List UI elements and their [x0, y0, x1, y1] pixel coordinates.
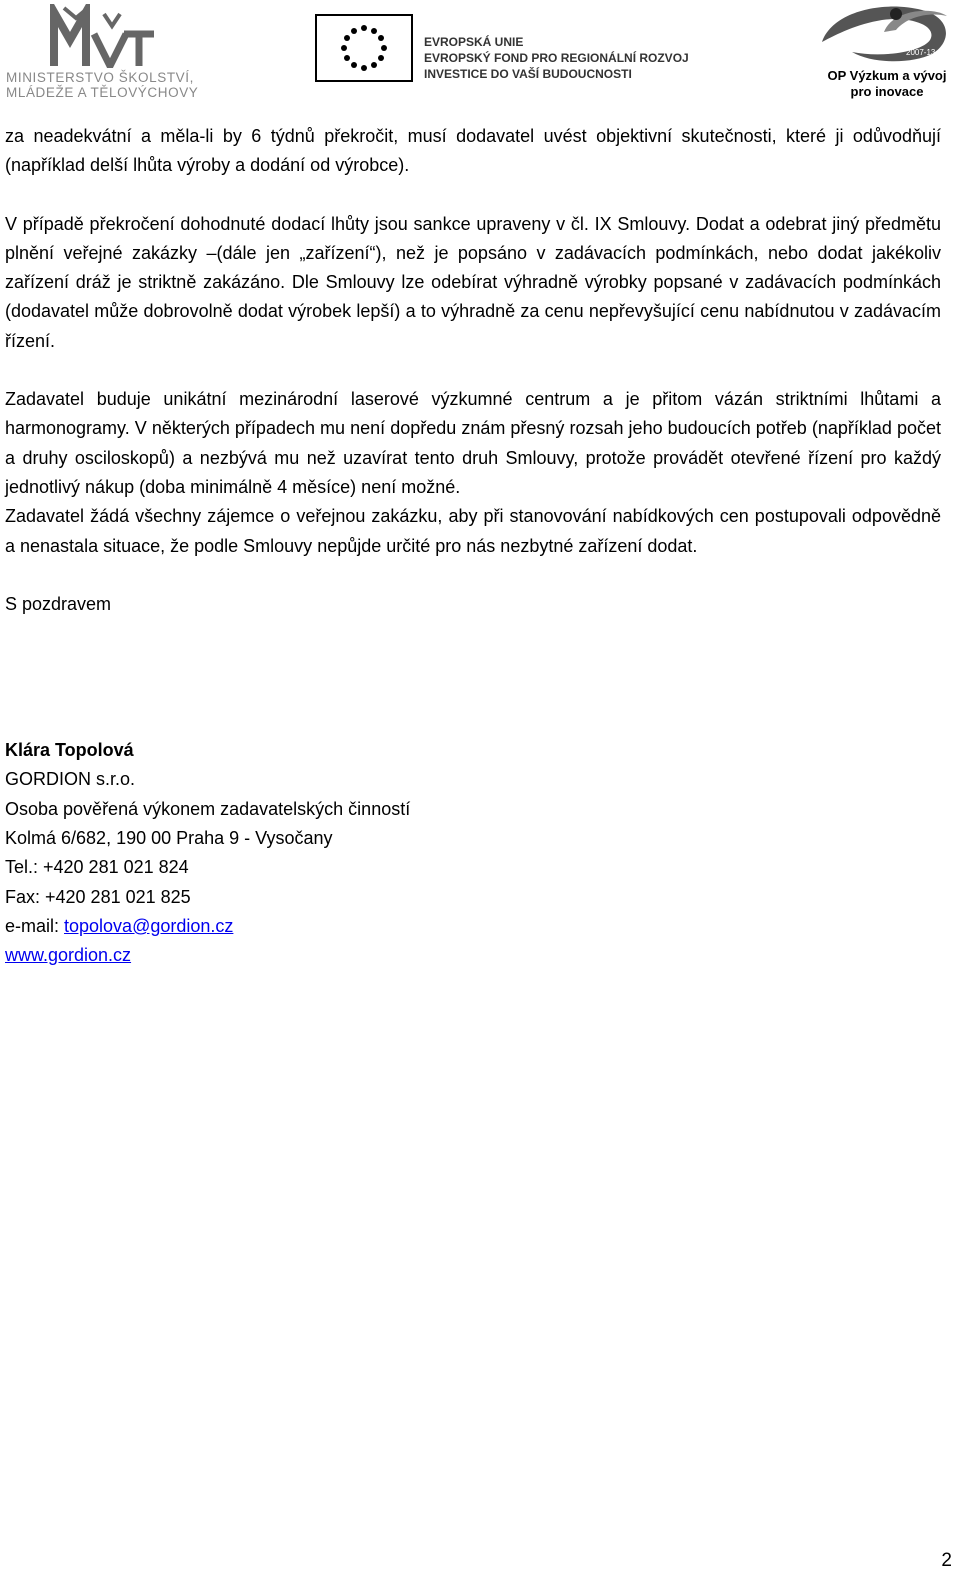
paragraph-3: Zadavatel buduje unikátní mezinárodní laserové výzkumné centrum a je přitom vázán striktními lhůtami a harmonogramy. V některých případech mu není dopředu znám přesný rozsah jeho budoucích potřeb (například počet a druhy osciloskopů) a nezbývá mu než uzavírat tento druh Smlouvy, protože provádět otevřené řízení pro každý jednotlivý nákup (doba minimálně 4 měsíce) není možné. — [5, 389, 941, 497]
signer-name: Klára Topolová — [5, 740, 134, 761]
signer-company: GORDION s.r.o. — [5, 769, 136, 790]
op-years: 2007-13 — [906, 48, 936, 57]
signer-fax: Fax: +420 281 021 825 — [5, 886, 191, 907]
page-number: 2 — [941, 1550, 952, 1571]
paragraph-2: V případě překročení dohodnuté dodací lhůty jsou sankce upraveny v čl. IX Smlouvy. Dodat a odebrat jiný předmětu plnění veřejné zakázky –(dále jen „zařízení“), než je popsáno v zadávacích podmínkách, nebo dodat jakékoliv zařízení dráž je striktně zakázáno. Dle Smlouvy lze odebírat výhradně výrobky popsané v zadávacích podmínkách (dodavatel může dobrovolně dodat výrobek lepší) a to výhradně za cenu nepřevyšující cenu nabídnutou v zadávacím řízení. — [5, 213, 941, 351]
op-swoosh-icon — [812, 2, 960, 68]
msmt-logo-line2: MLÁDEŽE A TĚLOVÝCHOVY — [6, 85, 199, 100]
eu-logo — [315, 14, 720, 94]
msmt-logo — [4, 4, 209, 100]
signature-block — [5, 736, 941, 970]
letter-body — [5, 122, 941, 971]
paragraph-1: za neadekvátní a měla-li by 6 týdnů překročit, musí dodavatel uvést objektivní skutečnosti, které ji odůvodňují (například delší lhůta výroby a dodání od výrobce). — [5, 126, 941, 176]
eu-line2: EVROPSKÝ FOND PRO REGIONÁLNÍ ROZVOJ — [424, 51, 689, 65]
op-line2: pro inovace — [850, 84, 924, 99]
closing: S pozdravem — [5, 593, 112, 614]
email-label: e-mail: — [5, 915, 65, 936]
msmt-emblem-icon — [4, 4, 164, 68]
page-header — [0, 0, 960, 110]
signer-role: Osoba pověřená výkonem zadavatelských činností — [5, 798, 411, 819]
eu-line3: INVESTICE DO VAŠÍ BUDOUCNOSTI — [424, 67, 632, 81]
paragraph-4: Zadavatel žádá všechny zájemce o veřejnou zakázku, aby při stanovování nabídkových cen postupovali odpovědně a nenastala situace, že podle Smlouvy nepůjde určité pro nás nezbytné zařízení dodat. — [5, 506, 941, 556]
signer-tel: Tel.: +420 281 021 824 — [5, 857, 189, 878]
signer-address: Kolmá 6/682, 190 00 Praha 9 - Vysočany — [5, 828, 333, 849]
web-link[interactable]: www.gordion.cz — [5, 945, 132, 966]
signer-email-line — [5, 912, 941, 941]
eu-line1: EVROPSKÁ UNIE — [424, 35, 524, 49]
op-line1: OP Výzkum a vývoj — [827, 68, 947, 83]
signer-web-line — [5, 941, 941, 970]
email-link[interactable]: topolova@gordion.cz — [64, 915, 234, 936]
op-vavpi-logo — [812, 2, 960, 108]
eu-flag-icon — [315, 14, 413, 82]
msmt-logo-line1: MINISTERSTVO ŠKOLSTVÍ, — [6, 70, 194, 85]
